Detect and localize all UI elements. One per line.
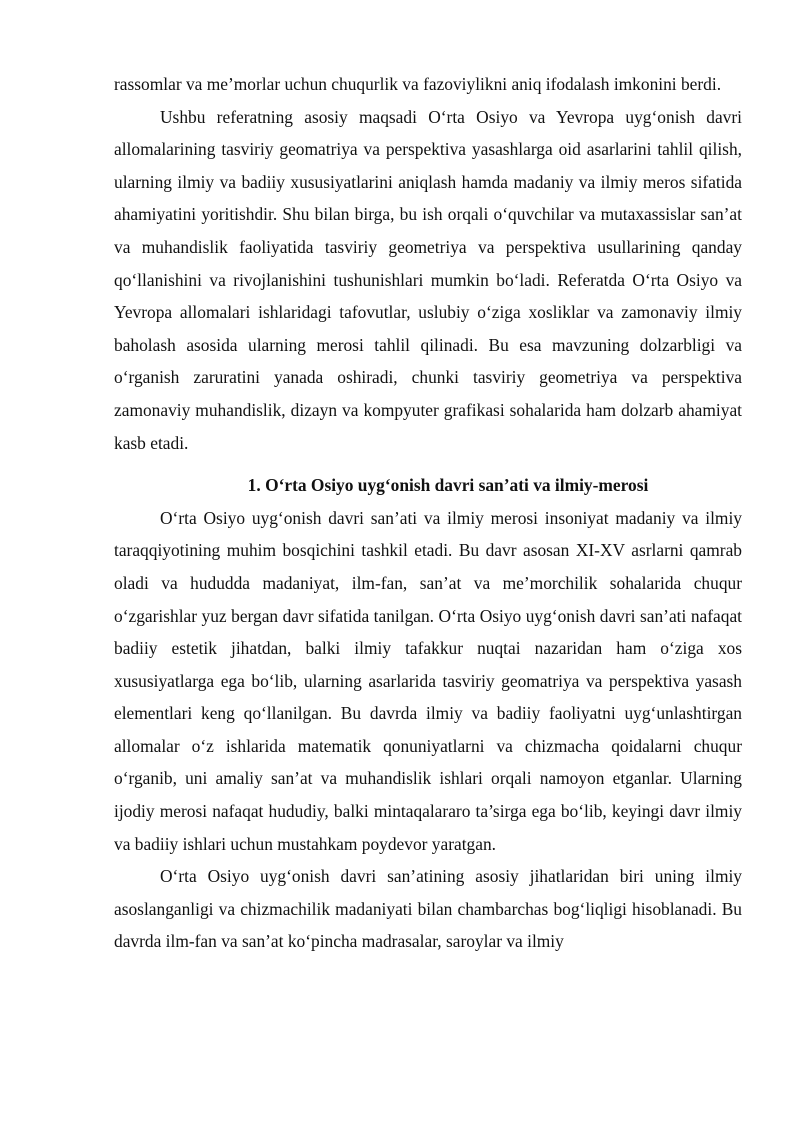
paragraph-continuation: rassomlar va me’morlar uchun chuqurlik va fazoviylikni aniq ifodalash imkonini berdi.: [114, 74, 722, 94]
paragraph-section-1: O‘rta Osiyo uyg‘onish davri san’ati va ilmiy merosi insoniyat madaniy va ilmiy taraqqiyotining muhim bosqichini tashkil etadi. Bu davr asosan XI-XV asrlarni qamrab oladi va hududda madaniyat, ilm-fan, san’at va me’morchilik sohalarida chuqur o‘zgarishlar yuz bergan davr sifatida tanilgan. O‘rta Osiyo uyg‘onish davri san’ati nafaqat badiiy estetik jihatdan, balki ilmiy tafakkur nuqtai nazaridan ham o‘ziga xos xususiyatlarga ega bo‘lib, ularning asarlarida tasviriy geomatriya va perspektiva yasash elementlari keng qo‘llanilgan. Bu davrda ilmiy va badiiy faoliyatni uyg‘unlashtirgan allomalar o‘z ishlarida matematik qonuniyatlarni va chizmacha qoidalarni chuqur o‘rganib, uni amaliy san’at va muhandislik ishlari orqali namoyon etganlar. Ularning ijodiy merosi nafaqat hududiy, balki mintaqalararo ta’sirga ega bo‘lib, keyingi davr ilmiy va badiiy ishlari uchun mustahkam poydevor yaratgan.: [114, 507, 742, 854]
document-page: [114, 68, 742, 958]
paragraph-section-2: O‘rta Osiyo uyg‘onish davri san’atining asosiy jihatlaridan biri uning ilmiy asoslanganligi va chizmachilik madaniyati bilan chambarchas bog‘liqligi hisoblanadi. Bu davrda ilm-fan va san’at ko‘pincha madrasalar, saroylar va ilmiy: [114, 866, 742, 952]
section-heading: 1. O‘rta Osiyo uyg‘onish davri san’ati va ilmiy-merosi: [247, 475, 649, 496]
paragraph-aim: Ushbu referatning asosiy maqsadi O‘rta Osiyo va Yevropa uyg‘onish davri allomalarining tasviriy geomatriya va perspektiva yasashlarga oid asarlarini tahlil qilish, ularning ilmiy va badiiy xususiyatlarini aniqlash hamda madaniy va ilmiy meros sifatida ahamiyatini yoritishdir. Shu bilan birga, bu ish orqali o‘quvchilar va mutaxassislar san’at va muhandislik faoliyatida tasviriy geometriya va perspektiva usullarining qanday qo‘llanishini va rivojlanishini tushunishlari mumkin bo‘ladi. Referatda O‘rta Osiyo va Yevropa allomalari ishlaridagi tafovutlar, uslubiy o‘ziga xosliklar va zamonaviy ilmiy baholash asosida ularning merosi tahlil qilinadi. Bu esa mavzuning dolzarbligi va o‘rganish zaruratini yanada oshiradi, chunki tasviriy geometriya va perspektiva zamonaviy muhandislik, dizayn va kompyuter grafikasi sohalarida ham dolzarb ahamiyat kasb etadi.: [114, 106, 742, 453]
